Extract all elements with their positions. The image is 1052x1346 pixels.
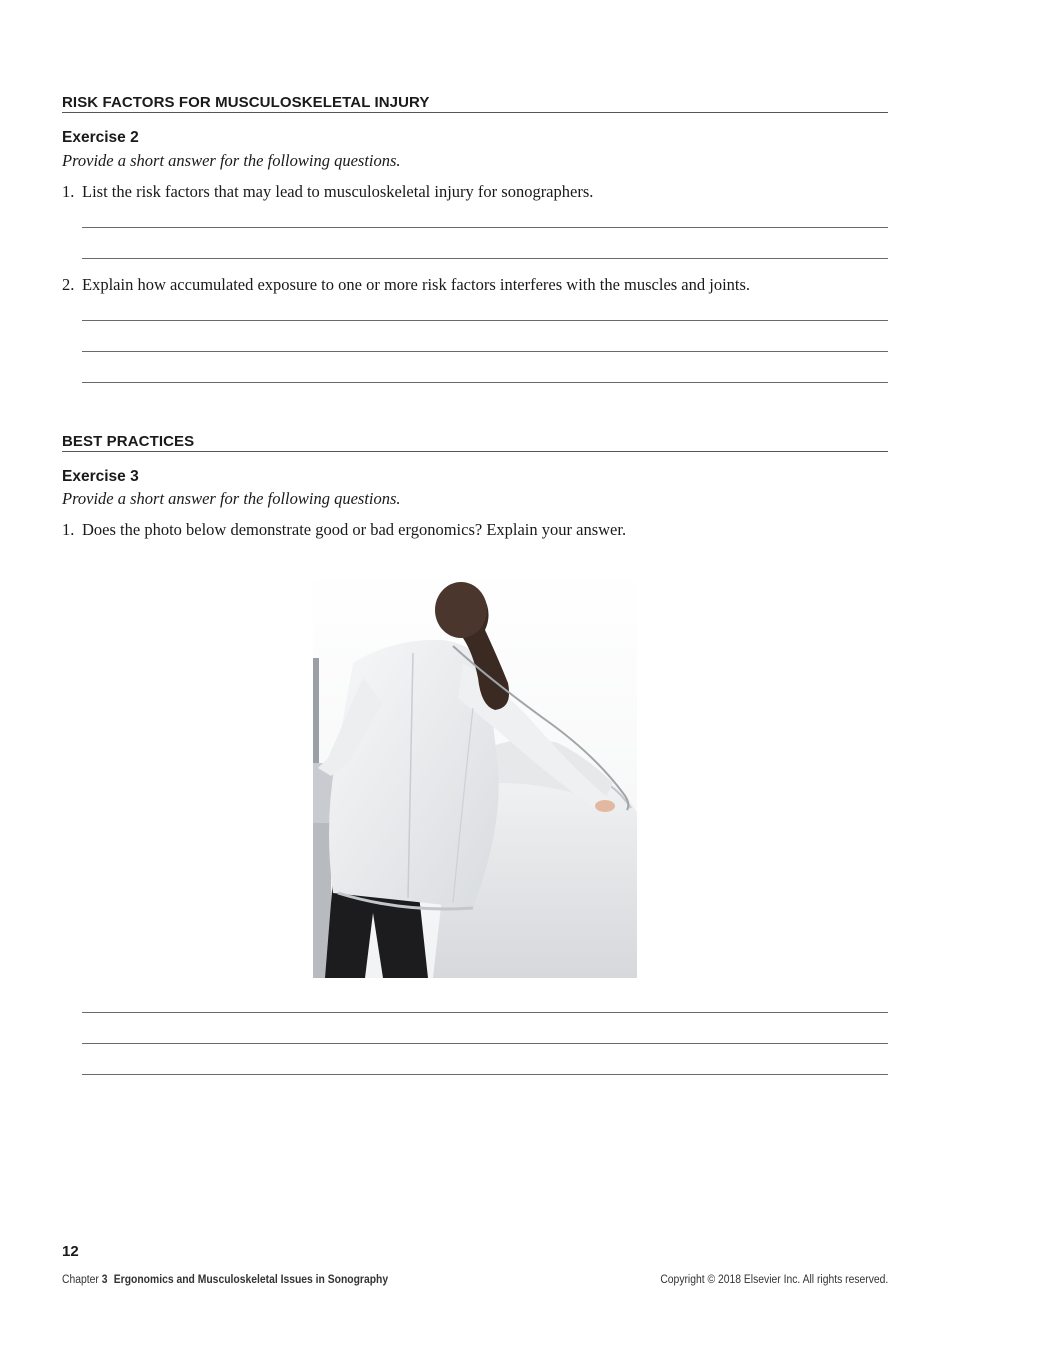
question-number: 2. bbox=[62, 275, 75, 294]
footer-chapter-title: Ergonomics and Musculoskeletal Issues in Sonography bbox=[113, 1274, 389, 1286]
question-number: 1. bbox=[62, 182, 75, 201]
section-heading-risk-factors: RISK FACTORS FOR MUSCULOSKELETAL INJURY bbox=[62, 94, 888, 113]
exercise-2-title: Exercise 2 bbox=[62, 129, 139, 146]
sonographer-scanning-patient-photo bbox=[313, 568, 637, 978]
exercise-2-question-2 bbox=[62, 275, 888, 295]
exercise-2-instructions: Provide a short answer for the following questions. bbox=[62, 151, 401, 170]
exercise-2-question-1 bbox=[62, 182, 888, 202]
page-number: 12 bbox=[62, 1243, 79, 1260]
section-heading-best-practices: BEST PRACTICES bbox=[62, 433, 888, 452]
exercise-3-title: Exercise 3 bbox=[62, 468, 139, 485]
photo-illustration bbox=[313, 568, 637, 978]
footer-chapter-number: 3 bbox=[101, 1274, 108, 1286]
answer-line[interactable] bbox=[82, 320, 888, 321]
footer-copyright: Copyright © 2018 Elsevier Inc. All rights reserved. bbox=[660, 1274, 888, 1286]
answer-line[interactable] bbox=[82, 227, 888, 228]
answer-line[interactable] bbox=[82, 1043, 888, 1044]
question-text: Does the photo below demonstrate good or bad ergonomics? Explain your answer. bbox=[82, 520, 627, 539]
question-text: Explain how accumulated exposure to one or more risk factors interferes with the muscles and joints. bbox=[82, 275, 751, 294]
answer-line[interactable] bbox=[82, 351, 888, 352]
exercise-3-question-1 bbox=[62, 520, 888, 540]
footer-chapter-info bbox=[62, 1274, 388, 1286]
answer-line[interactable] bbox=[82, 1012, 888, 1013]
answer-line[interactable] bbox=[82, 1074, 888, 1075]
footer-chapter-word: Chapter bbox=[62, 1274, 99, 1286]
question-text: List the risk factors that may lead to musculoskeletal injury for sonographers. bbox=[82, 182, 594, 201]
answer-line[interactable] bbox=[82, 258, 888, 259]
question-number: 1. bbox=[62, 520, 75, 539]
answer-line[interactable] bbox=[82, 382, 888, 383]
exercise-3-instructions: Provide a short answer for the following questions. bbox=[62, 489, 401, 508]
